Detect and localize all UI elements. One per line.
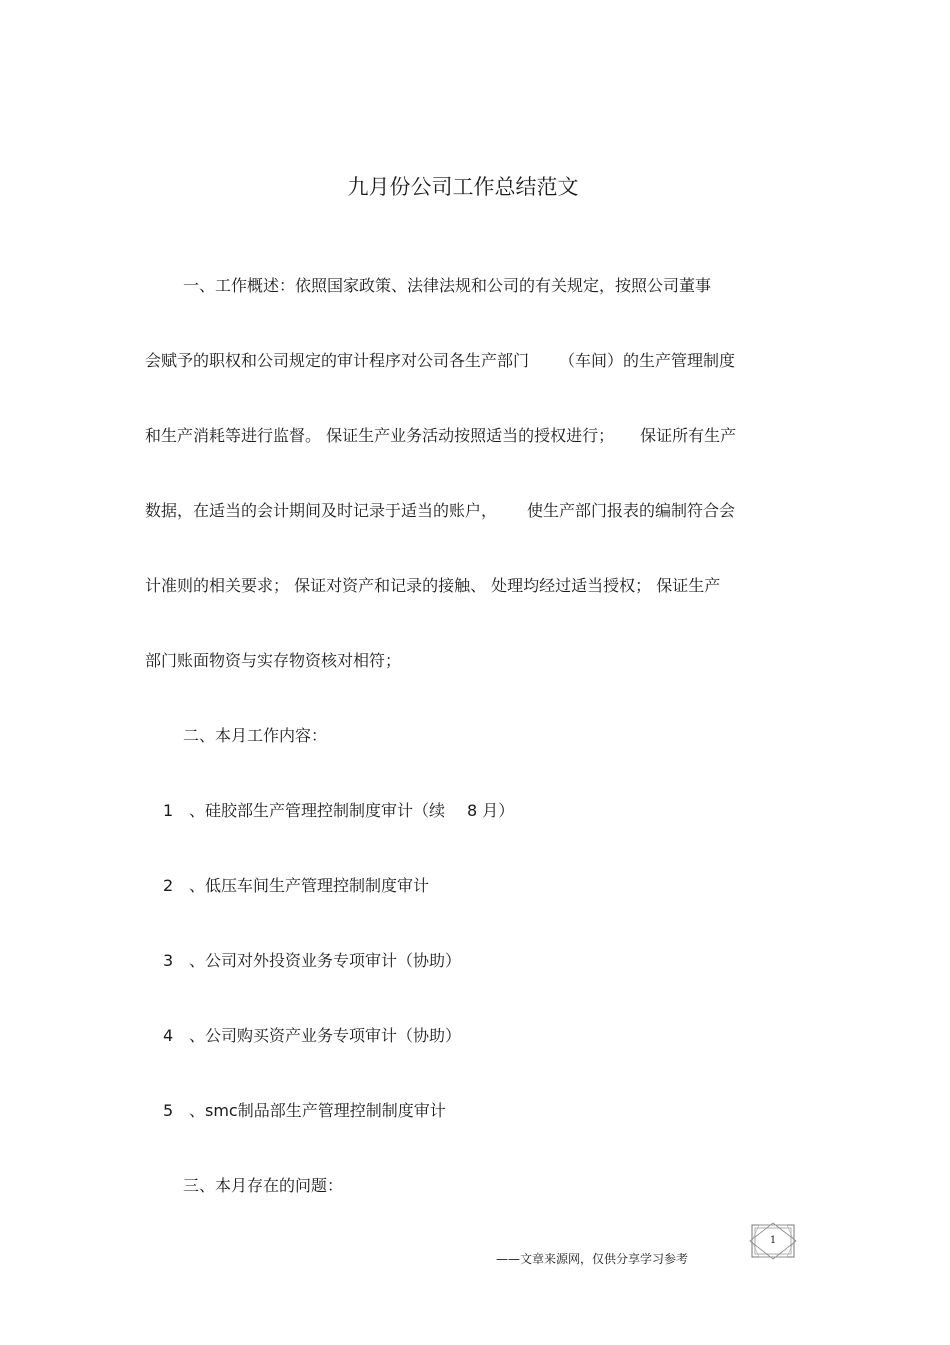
- list-item-number: 3: [163, 951, 174, 970]
- list-item: [163, 1099, 446, 1123]
- section-heading: 二、本月工作内容：: [183, 726, 328, 745]
- list-item-number: 5: [163, 1101, 174, 1120]
- text-segment: （车间）的生产管理制度: [559, 351, 736, 370]
- text-segment: 使生产部门报表的编制符合会: [527, 501, 736, 520]
- list-item-text: 、公司对外投资业务专项审计（协助）: [189, 951, 462, 970]
- page-number-badge: [749, 1222, 797, 1260]
- list-item-text: 、硅胶部生产管理控制制度审计（续: [189, 801, 446, 820]
- paragraph-line: [145, 499, 810, 523]
- text-segment: 数据，在适当的会计期间及时记录于适当的账户，: [145, 501, 498, 520]
- paragraph-line: [145, 349, 810, 373]
- list-item-text: 、公司购买资产业务专项审计（协助）: [189, 1026, 462, 1045]
- paragraph-line: [145, 424, 810, 448]
- paragraph-line: 计准则的相关要求； 保证对资产和记录的接触、 处理均经过适当授权； 保证生产: [145, 576, 721, 595]
- text-segment: 和生产消耗等进行监督。 保证生产业务活动按照适当的授权进行；: [145, 426, 615, 445]
- list-item: [163, 799, 514, 823]
- list-item-text: 、smc制品部生产管理控制制度审计: [189, 1101, 446, 1120]
- list-item: [163, 874, 429, 898]
- list-item-number: 2: [163, 876, 174, 895]
- list-item: [163, 949, 461, 973]
- paragraph-line: 一、工作概述：依照国家政策、法律法规和公司的有关规定，按照公司董事: [183, 276, 712, 295]
- list-item-text: 、低压车间生产管理控制制度审计: [189, 876, 430, 895]
- footer-source-note: ——文章来源网，仅供分享学习参考: [496, 1252, 689, 1266]
- list-item-number: 1: [163, 801, 174, 820]
- list-item: [163, 1024, 461, 1048]
- page-number: 1: [769, 1235, 777, 1246]
- list-item-text: 8 月）: [467, 801, 515, 820]
- page-title: 九月份公司工作总结范文: [347, 175, 579, 199]
- paragraph-line: 部门账面物资与实存物资核对相符；: [145, 651, 402, 670]
- text-segment: 保证所有生产: [640, 426, 737, 445]
- section-heading: 三、本月存在的问题：: [183, 1176, 344, 1195]
- text-segment: 会赋予的职权和公司规定的审计程序对公司各生产部门: [145, 351, 530, 370]
- list-item-number: 4: [163, 1026, 174, 1045]
